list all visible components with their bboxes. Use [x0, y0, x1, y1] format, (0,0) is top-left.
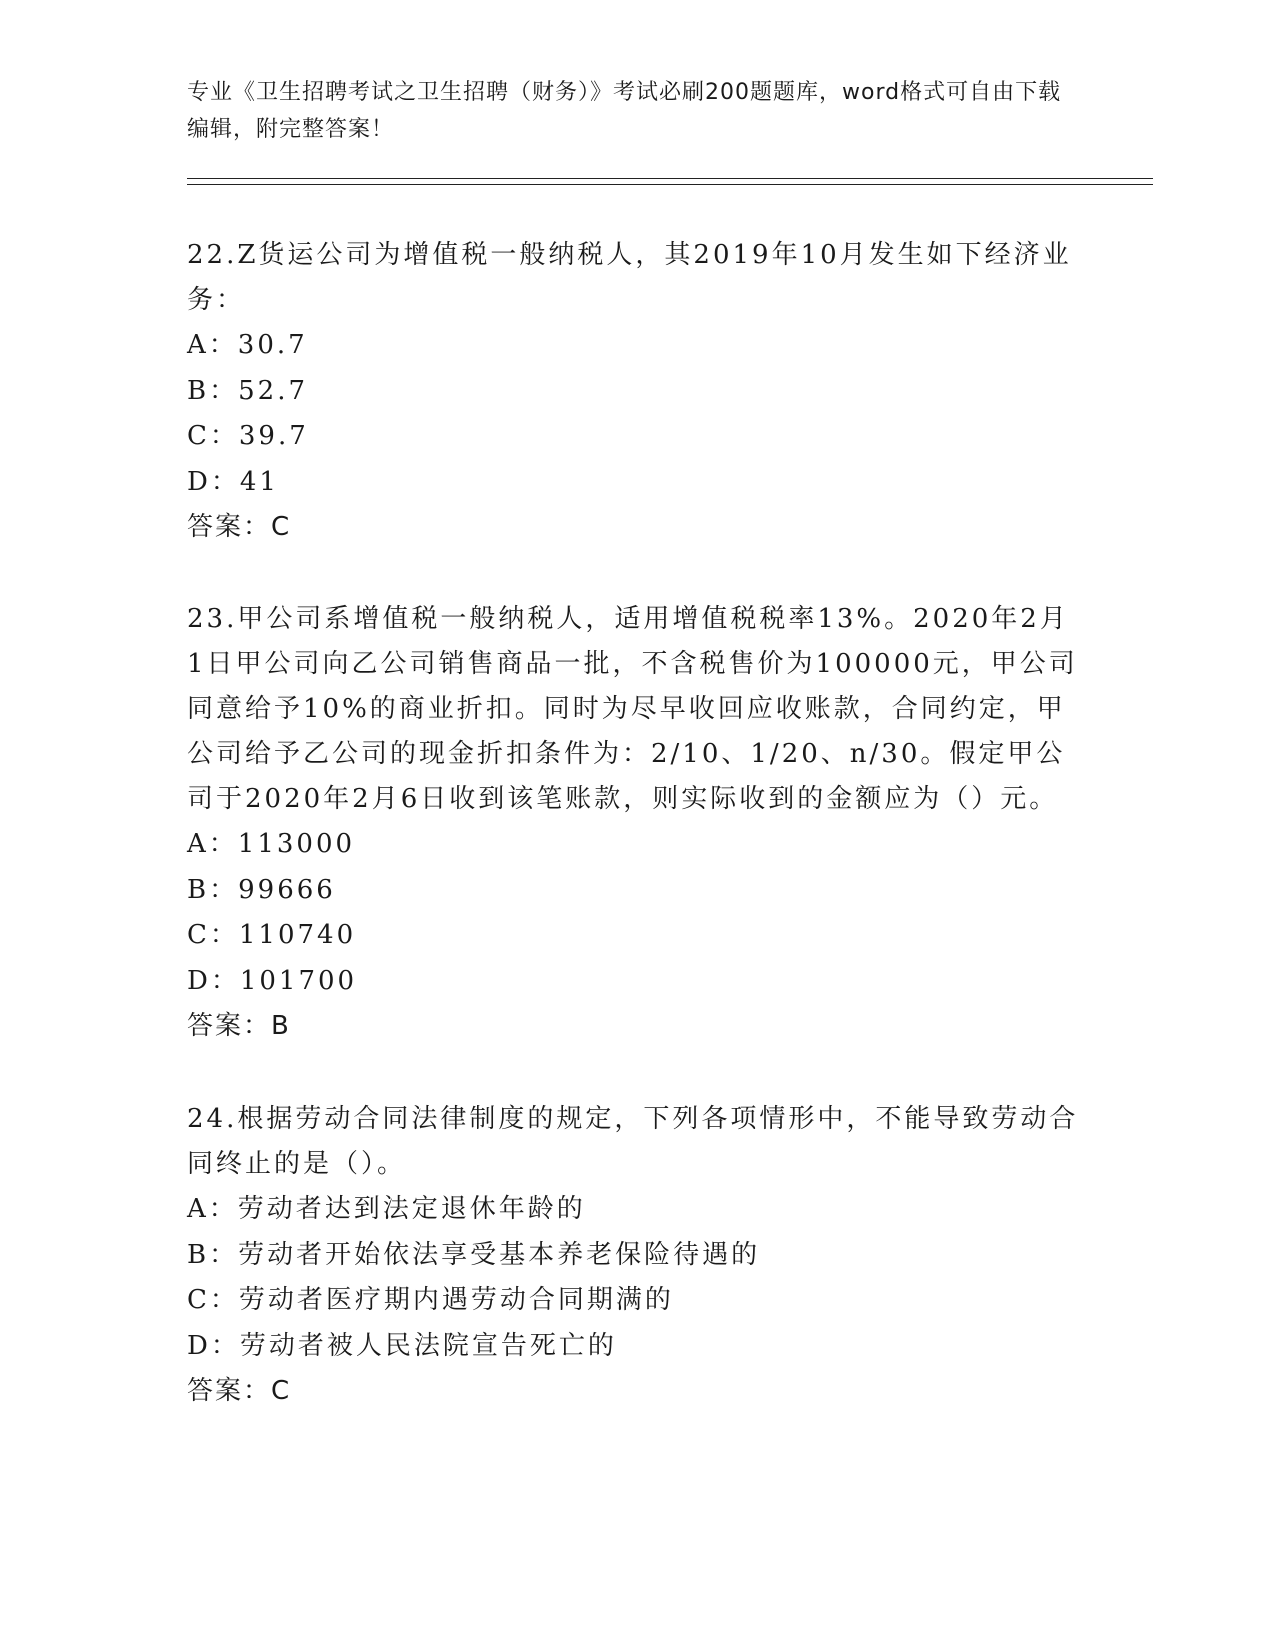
option-b: B：52.7 [187, 375, 308, 406]
question-22 [187, 233, 1087, 550]
option-c: C：39.7 [187, 421, 309, 451]
header-divider-top [187, 178, 1153, 179]
option-c: C：110740 [187, 920, 357, 950]
option-b: B：99666 [187, 874, 336, 905]
answer: 答案：B [187, 1011, 291, 1041]
option-a: A：劳动者达到法定退休年龄的 [187, 1194, 586, 1224]
answer: 答案：C [187, 512, 292, 542]
option-c: C：劳动者医疗期内遇劳动合同期满的 [187, 1285, 674, 1315]
question-stem: 24.根据劳动合同法律制度的规定，下列各项情形中，不能导致劳动合同终止的是（）。 [187, 1104, 1079, 1179]
option-d: D：101700 [187, 965, 358, 996]
header-divider-bottom [187, 184, 1153, 185]
document-header: 专业《卫生招聘考试之卫生招聘（财务）》考试必刷200题题库，word格式可自由下载编辑，附完整答案！ [187, 80, 1062, 142]
option-a: A：113000 [187, 829, 356, 859]
question-24 [187, 1097, 1087, 1414]
answer: 答案：C [187, 1376, 292, 1406]
option-b: B：劳动者开始依法享受基本养老保险待遇的 [187, 1239, 761, 1270]
question-stem: 22.Z货运公司为增值税一般纳税人，其2019年10月发生如下经济业务： [187, 240, 1072, 315]
option-d: D：41 [187, 466, 279, 497]
option-a: A：30.7 [187, 330, 308, 360]
question-stem: 23.甲公司系增值税一般纳税人，适用增值税税率13%。2020年2月1日甲公司向乙公司销售商品一批，不含税售价为100000元，甲公司同意给予10%的商业折扣。同时为尽早收回应收账款，合同约定，甲公司给予乙公司的现金折扣条件为：2/10、1/20、n/30。假定甲公司于2020年2月6日收到该笔账款，则实际收到的金额应为（）元。 [187, 604, 1078, 814]
question-23 [187, 597, 1087, 1049]
option-d: D：劳动者被人民法院宣告死亡的 [187, 1330, 617, 1361]
